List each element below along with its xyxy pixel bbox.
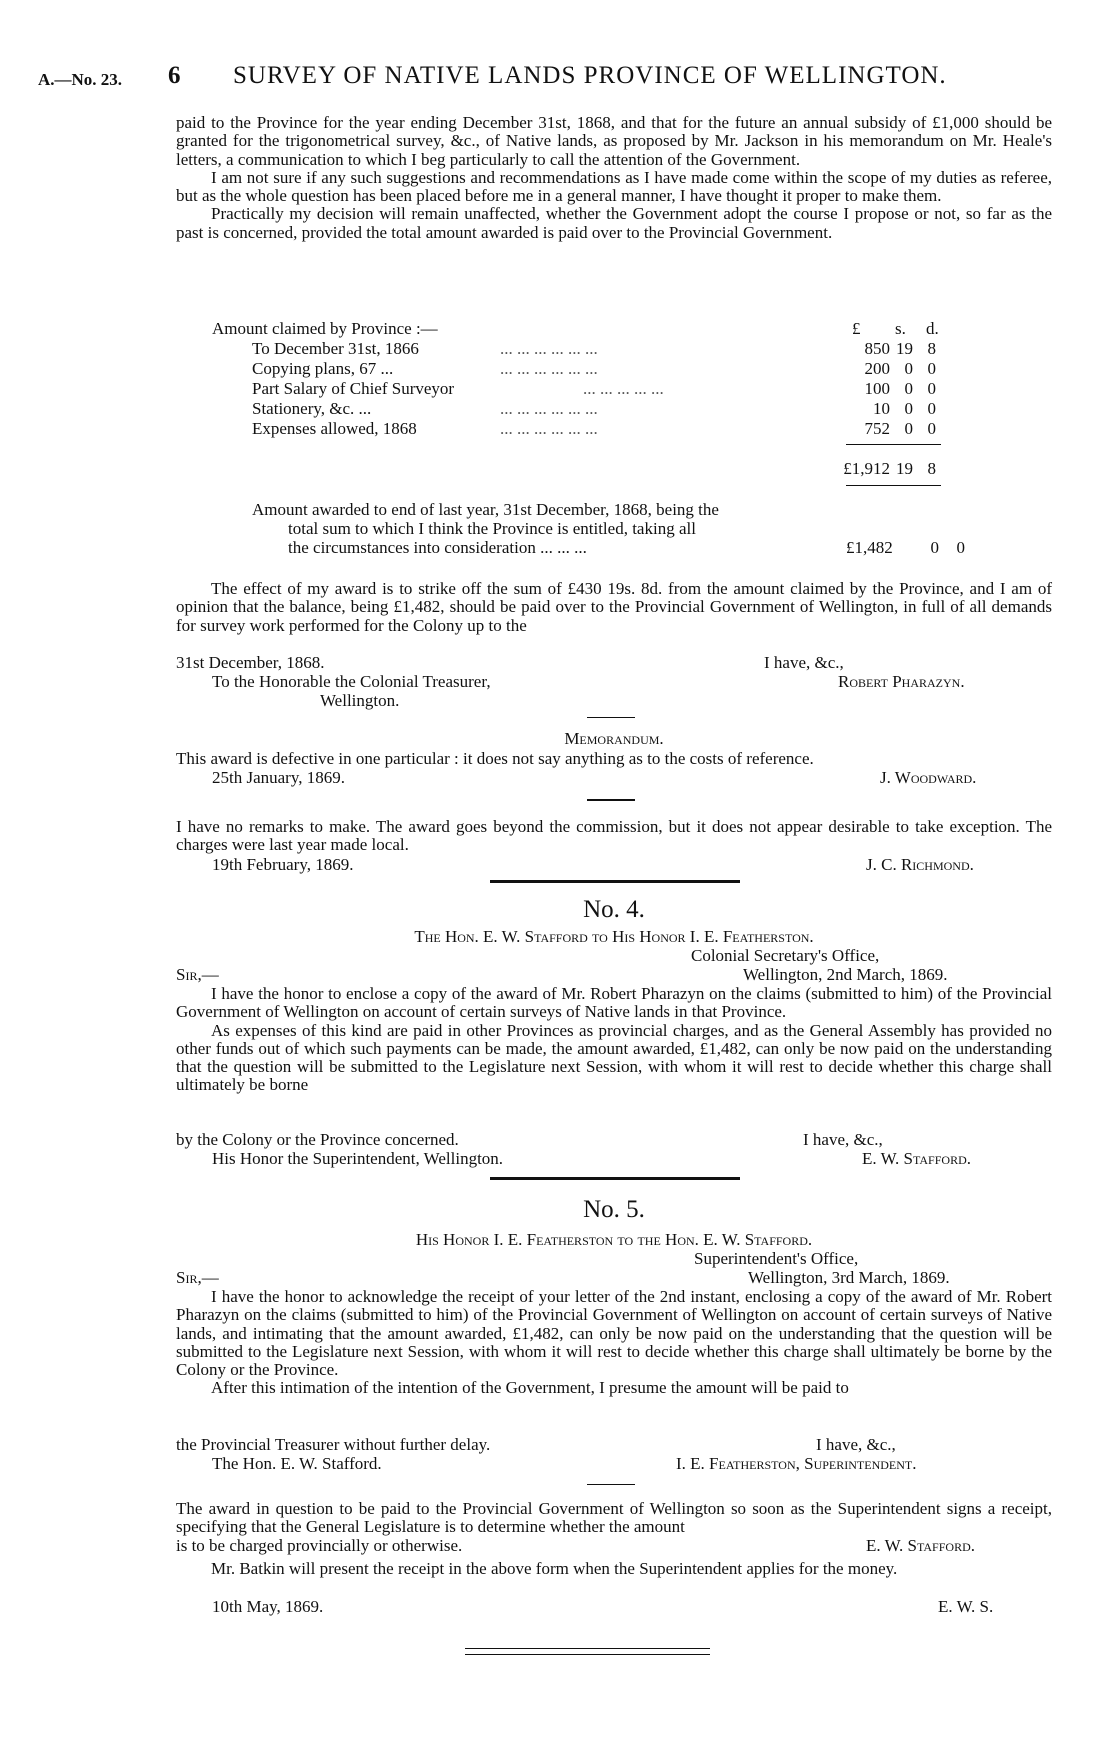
document-reference: A.—No. 23. xyxy=(38,70,123,89)
final-section xyxy=(176,1500,1052,1537)
memo-signature: J. Woodward. xyxy=(880,768,977,787)
row-leader-dots: ... ... ... ... ... ... xyxy=(500,339,598,358)
no5-paragraph-2-last: the Provincial Treasurer without further delay. xyxy=(176,1435,491,1454)
final-paragraph-1: The award in question to be paid to the Provincial Government of Wellington so soon as the Superintendent signs a receipt, specifying that the General Legislature is to determine whether the amount xyxy=(176,1499,1052,1537)
section-divider xyxy=(490,1177,740,1180)
intro-paragraph-1: paid to the Province for the year ending December 31st, 1868, and that for the future an annual subsidy of £1,000 should be granted for the trigonometrical survey, &c., of Native lands, as proposed by Mr. Jackson in his memorandum on Mr. Heale's letters, a communication to which I beg particularly to call the attention of the Government. xyxy=(176,113,1052,169)
no4-signature: E. W. Stafford. xyxy=(862,1149,971,1168)
row-pence: 0 xyxy=(927,399,936,418)
no4-body xyxy=(176,985,1052,1095)
memo-text: This award is defective in one particular : it does not say anything as to the costs of reference. xyxy=(176,749,814,768)
col-pounds: £ xyxy=(852,319,861,338)
effect-addressee: To the Honorable the Colonial Treasurer, xyxy=(212,672,491,691)
no5-place-date: Wellington, 3rd March, 1869. xyxy=(748,1268,950,1287)
no4-paragraph-2: As expenses of this kind are paid in other Provinces as provincial charges, and as the General Assembly has provided no other funds out of which such payments can be made, the amount awarded, £1,482, can only be now paid on the understanding that the question will be submitted to the Legislature next Session, with whom it will rest to decide whether this charge shall ultimately be borne xyxy=(176,1020,1052,1095)
row-leader-dots: ... ... ... ... ... ... xyxy=(500,359,598,378)
total-rule-bottom xyxy=(846,485,941,486)
row-label: Expenses allowed, 1868 xyxy=(252,419,417,438)
intro-paragraph-3: Practically my decision will remain unaffected, whether the Government adopt the course I propose or not, so far as the past is concerned, provided the total amount awarded is paid over to the Provincial Government. xyxy=(176,204,1052,242)
row-pounds: 850 xyxy=(864,339,890,358)
memo-date: 25th January, 1869. xyxy=(212,768,345,787)
row-leader-dots: ... ... ... ... ... ... xyxy=(500,419,598,438)
section-divider xyxy=(587,717,635,718)
row-leader-dots: ... ... ... ... ... ... xyxy=(500,399,598,418)
row-pounds: 200 xyxy=(864,359,890,378)
intro-paragraph-2: I am not sure if any such suggestions and recommendations as I have made come within the scope of my duties as referee, but as the whole question has been placed before me in a general manner, I have thought it proper to make them. xyxy=(176,167,1052,206)
no4-paragraph-1: I have the honor to enclose a copy of the award of Mr. Robert Pharazyn on the claims (submitted to him) of the Provincial Government of Wellington on account of certain surveys of Native lands in that Province. xyxy=(176,984,1052,1022)
no4-salutation: Sir,— xyxy=(176,965,219,984)
col-shillings: s. xyxy=(895,319,906,338)
effect-section xyxy=(176,580,1052,635)
section-divider xyxy=(587,1484,635,1485)
row-shillings: 0 xyxy=(904,359,913,378)
memo-heading: Memorandum. xyxy=(564,729,664,748)
section-divider xyxy=(587,799,635,801)
end-rule-2 xyxy=(465,1654,710,1655)
no4-addressee: His Honor the Superintendent, Wellington. xyxy=(212,1149,504,1168)
remarks-signature: J. C. Richmond. xyxy=(866,855,974,874)
no5-paragraph-1: I have the honor to acknowledge the receipt of your letter of the 2nd instant, enclosing a copy of the award of Mr. Robert Pharazyn on the claims (submitted to him) of the Provincial Government of Wellington on account of certain surveys of Native lands, and intimating that the amount awarded, £1,482, can only be now paid on the understanding that the question will be submitted to the Legislature next Session, with whom it will rest to decide whether this charge shall ultimately be borne by the Colony or the Province. xyxy=(176,1287,1052,1380)
remarks-text: I have no remarks to make. The award goes beyond the commission, but it does not appear desirable to take exception. The charges were last year made local. xyxy=(176,817,1052,855)
row-shillings: 0 xyxy=(904,419,913,438)
no4-office: Colonial Secretary's Office, xyxy=(691,946,880,965)
remarks-date: 19th February, 1869. xyxy=(212,855,354,874)
col-pence: d. xyxy=(926,319,939,338)
remarks-section xyxy=(176,818,1052,855)
end-rule-1 xyxy=(465,1648,710,1649)
row-shillings: 0 xyxy=(904,399,913,418)
claims-heading: Amount claimed by Province :— xyxy=(212,319,438,338)
page-header xyxy=(38,62,1078,96)
no5-addressee: The Hon. E. W. Stafford. xyxy=(212,1454,382,1473)
awarded-pounds: £1,482 xyxy=(846,538,893,557)
row-pence: 0 xyxy=(927,359,936,378)
effect-closing: I have, &c., xyxy=(764,653,844,672)
section-divider xyxy=(490,880,740,883)
awarded-pence: 0 xyxy=(956,538,965,557)
row-pence: 0 xyxy=(927,379,936,398)
total-rule-top xyxy=(846,444,941,445)
effect-place: Wellington. xyxy=(320,691,400,710)
no4-subheading: The Hon. E. W. Stafford to His Honor I. E. Featherston. xyxy=(414,927,814,946)
final-signature-1: E. W. Stafford. xyxy=(866,1536,975,1555)
row-pence: 8 xyxy=(927,339,936,358)
no4-closing: I have, &c., xyxy=(803,1130,883,1149)
row-pence: 0 xyxy=(927,419,936,438)
total-pounds: £1,912 xyxy=(843,459,890,478)
page-number: 6 xyxy=(168,62,181,89)
final-paragraph-2: Mr. Batkin will present the receipt in the above form when the Superintendent applies for the money. xyxy=(211,1559,898,1578)
final-section-2 xyxy=(176,1560,1052,1578)
awarded-shillings: 0 xyxy=(930,538,939,557)
no5-salutation: Sir,— xyxy=(176,1268,219,1287)
row-label: Part Salary of Chief Surveyor xyxy=(252,379,455,398)
no4-place-date: Wellington, 2nd March, 1869. xyxy=(743,965,948,984)
row-pounds: 10 xyxy=(873,399,890,418)
row-label: Copying plans, 67 ... xyxy=(252,359,394,378)
no5-subheading: His Honor I. E. Featherston to the Hon. E. W. Stafford. xyxy=(415,1230,813,1249)
row-leader-dots: ... ... ... ... ... xyxy=(583,379,664,398)
no5-office: Superintendent's Office, xyxy=(694,1249,859,1268)
no4-paragraph-2-last: by the Colony or the Province concerned. xyxy=(176,1130,459,1149)
effect-paragraph: The effect of my award is to strike off the sum of £430 19s. 8d. from the amount claimed by the Province, and I am of opinion that the balance, being £1,482, should be paid over to the Provincial Government of Wellington, in full of all demands for survey work performed for the Colony up to the xyxy=(176,579,1052,635)
no5-heading: No. 5. xyxy=(583,1196,645,1223)
total-pence: 8 xyxy=(927,459,936,478)
row-shillings: 19 xyxy=(896,339,913,358)
final-signature-2: E. W. S. xyxy=(938,1597,994,1616)
awarded-line-1: Amount awarded to end of last year, 31st December, 1868, being the xyxy=(252,500,719,519)
no5-paragraph-2: After this intimation of the intention of the Government, I presume the amount will be paid to xyxy=(211,1378,849,1398)
effect-date: 31st December, 1868. xyxy=(176,653,325,672)
awarded-line-3: the circumstances into consideration ... ... ... xyxy=(288,538,587,557)
no5-body xyxy=(176,1288,1052,1398)
row-label: To December 31st, 1866 xyxy=(252,339,419,358)
row-pounds: 100 xyxy=(864,379,890,398)
no4-heading: No. 4. xyxy=(583,896,645,923)
no5-closing: I have, &c., xyxy=(816,1435,896,1454)
row-label: Stationery, &c. ... xyxy=(252,399,372,418)
page-title: SURVEY OF NATIVE LANDS PROVINCE OF WELLINGTON. xyxy=(233,62,947,89)
final-date: 10th May, 1869. xyxy=(212,1597,324,1616)
row-shillings: 0 xyxy=(904,379,913,398)
effect-signature: Robert Pharazyn. xyxy=(838,672,965,691)
awarded-line-2: total sum to which I think the Province is entitled, taking all xyxy=(288,519,696,538)
final-paragraph-1-last: is to be charged provincially or otherwise. xyxy=(176,1536,463,1555)
total-shillings: 19 xyxy=(896,459,913,478)
no5-signature: I. E. Featherston, Superintendent. xyxy=(676,1454,917,1473)
intro-section xyxy=(176,114,1052,242)
row-pounds: 752 xyxy=(864,419,890,438)
